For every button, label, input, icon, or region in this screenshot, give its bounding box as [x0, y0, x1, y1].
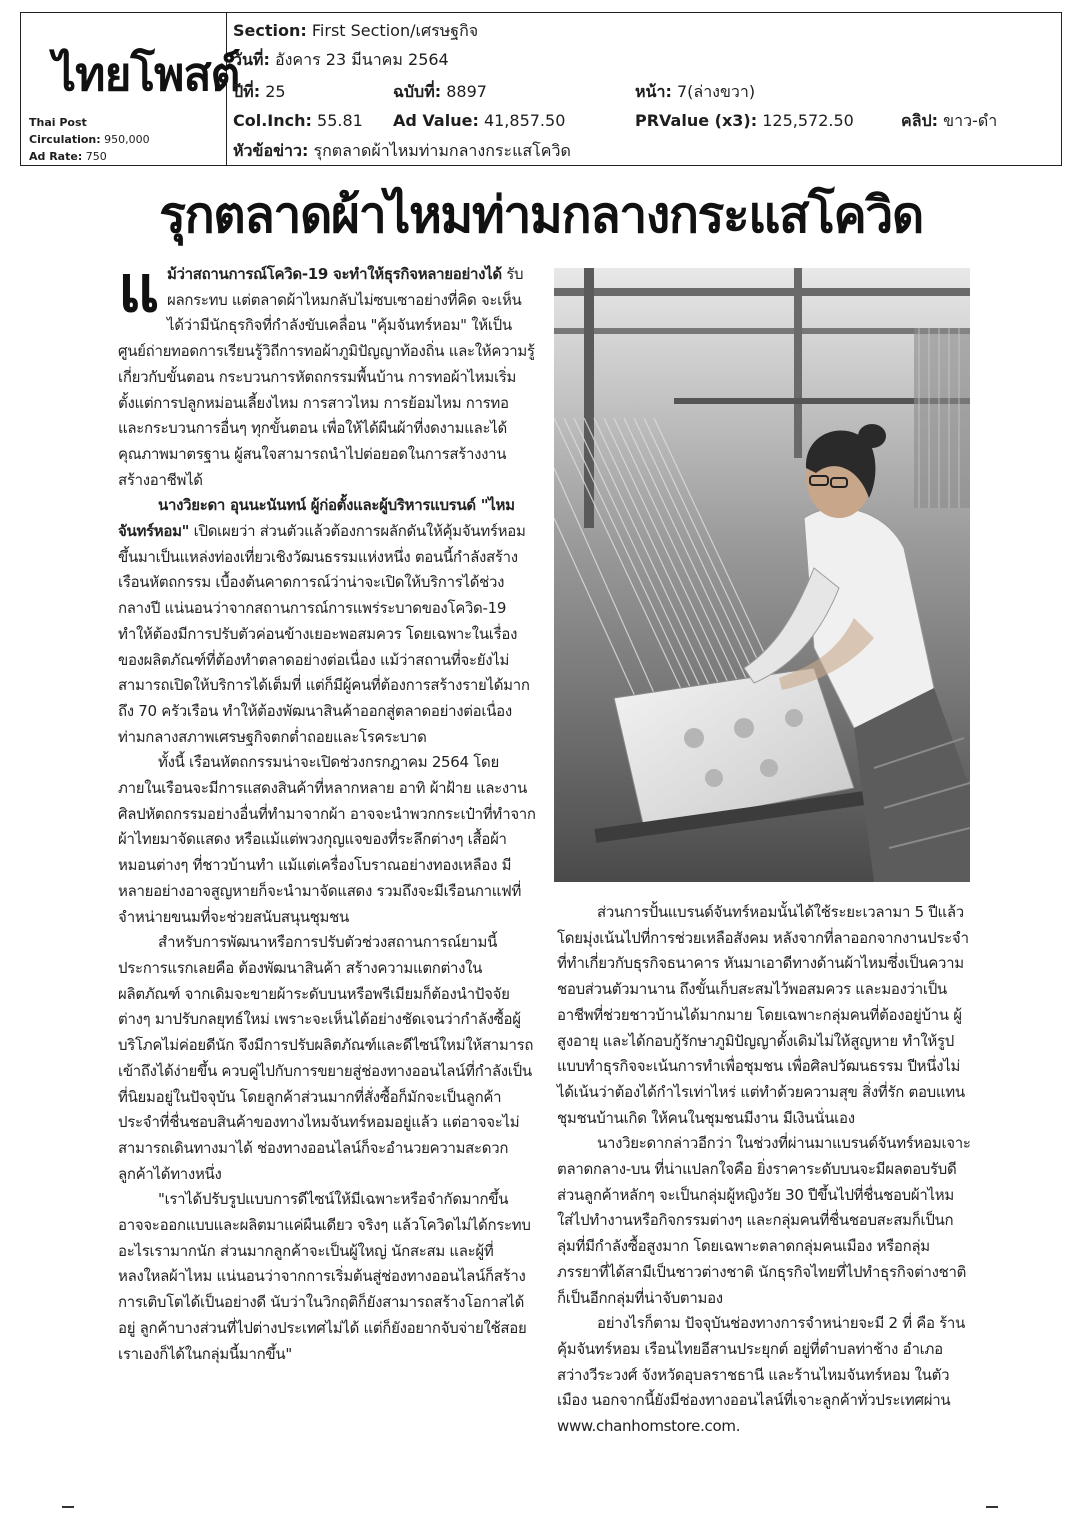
- paragraph-8: อย่างไรก็ตาม ปัจจุบันช่องทางการจำหน่ายจะมี 2 ที่ คือ ร้านคุ้มจันทร์หอม เรือนไทยอีสานประยุกต์ อยู่ที่ตำบลท่าช้าง อำเภอสว่างวีระวงศ์ จังหวัดอุบลราชธานี และร้านไหมจันทร์หอม ในตัวเมือง นอกจากนี้ยังมีช่องทางออนไลน์ที่เจาะลูกค้าทั่วประเทศผ่าน www.chanhomstore.com.: [557, 1314, 966, 1436]
- paragraph-1: [118, 253, 536, 493]
- meta-issue: ฉบับที่: 8897: [393, 82, 487, 101]
- meta-colinch: Col.Inch: 55.81: [233, 111, 363, 130]
- drop-cap: แ: [118, 253, 159, 327]
- meta-clip: คลิป: ขาว-ดำ: [901, 111, 998, 130]
- publication-name: Thai Post: [29, 116, 87, 129]
- paragraph-7: นางวิยะดากล่าวอีกว่า ในช่วงที่ผ่านมาแบรนด์จันทร์หอมเจาะตลาดกลาง-บน ที่น่าแปลกใจคือ ยิ่งราคาระดับบนจะมีผลตอบรับดี ส่วนลูกค้าหลักๆ จะเป็นกลุ่มผู้หญิงวัย 30 ปีขึ้นไปที่ชื่นชอบผ้าไหม ใส่ไปทำงานหรือกิจกรรมต่างๆ และกลุ่มคนที่ชื่นชอบสะสมก็เป็นกลุ่มที่มีกำลังซื้อสูงมาก โดยเฉพาะตลาดกลุ่มคนเมือง หรือกลุ่มภรรยาที่ได้สามีเป็นชาวต่างชาติ นักธุรกิจไทยที่ไปทำธุรกิจต่างชาติก็เป็นอีกกลุ่มที่น่าจับตามอง: [557, 1134, 971, 1307]
- crop-mark-left: [62, 1506, 74, 1508]
- article-headline: รุกตลาดผ้าไหมท่ามกลางกระแสโควิด: [159, 186, 923, 244]
- lead-text: ม้ว่าสถานการณ์โควิด-19 จะทำให้ธุรกิจหลายอย่างได้: [166, 265, 502, 283]
- paragraph-4: สำหรับการพัฒนาหรือการปรับตัวช่วงสถานการณ์ยามนี้ ประการแรกเลยคือ ต้องพัฒนาสินค้า สร้างความแตกต่างในผลิตภัณฑ์ จากเดิมจะขายผ้าระดับบนหรือพรีเมียมก็ต้องนำปัจจัยต่างๆ มาปรับกลยุทธ์ใหม่ เพราะจะเห็นได้อย่างชัดเจนว่ากำลังซื้อผู้บริโภคไม่ค่อยดีนัก จึงมีการปรับผลิตภัณฑ์และดีไซน์ใหม่ให้สามารถเข้าถึงได้ง่ายขึ้น ควบคู่ไปกับการขยายสู่ช่องทางออนไลน์ที่กำลังเป็นที่นิยมอยู่ในปัจจุบัน โดยลูกค้าส่วนมากที่สั่งซื้อก็มักจะเป็นลูกค้าประจำที่ชื่นชอบสินค้าของทางไหมจันทร์หอมอยู่แล้ว แต่อาจจะไม่สามารถเดินทางมาได้ ช่องทางออนไลน์ก็จะอำนวยความสะดวกลูกค้าได้ทางหนึ่ง: [118, 933, 534, 1183]
- founder-name: นางวิยะดา อุนนะนันทน์ ผู้ก่อตั้งและผู้บริหารแบรนด์ "ไหมจันทร์หอม": [118, 496, 515, 541]
- crop-mark-right: [986, 1506, 998, 1508]
- meta-headline: หัวข้อข่าว: รุกตลาดผ้าไหมท่ามกลางกระแสโควิด: [233, 141, 571, 160]
- ad-rate: Ad Rate: 750: [29, 150, 107, 163]
- circulation: Circulation: 950,000: [29, 133, 150, 146]
- meta-section: Section: First Section/เศรษฐกิจ: [233, 21, 479, 40]
- article-right-column: [557, 900, 971, 1440]
- paragraph-3: ทั้งนี้ เรือนหัตถกรรมน่าจะเปิดช่วงกรกฎาคม 2564 โดยภายในเรือนจะมีการแสดงสินค้าที่หลากหลาย อาทิ ผ้าฝ้าย และงานศิลปหัตถกรรมอย่างอื่นที่ทำมาจากผ้า อาจจะนำพวกกระเป๋าที่ทำจากผ้าไทยมาจัดแสดง หรือแม้แต่พวงกุญแจของที่ระลึกต่างๆ เสื้อผ้า หมอนต่างๆ ที่ชาวบ้านทำ แม้แต่เครื่องโบราณอย่างทองเหลือง มีหลายอย่างอาจสูญหายก็จะนำมาจัดแสดง รวมถึงจะมีเรือนกาแฟที่จำหน่ายขนมที่จะช่วยสนับสนุนชุมชน: [118, 753, 536, 926]
- article-left-column: [118, 253, 536, 1367]
- meta-date: วันที่: อังคาร 23 มีนาคม 2564: [233, 50, 449, 69]
- weaver-photo: [554, 268, 970, 882]
- paragraph-2: [118, 493, 536, 750]
- meta-year: ปีที่: 25: [233, 82, 286, 101]
- paragraph-5: "เราได้ปรับรูปแบบการดีไซน์ให้มีเฉพาะหรือจำกัดมากขึ้น อาจจะออกแบบและผลิตมาแค่ผืนเดียว จริงๆ แล้วโควิดไม่ได้กระทบอะไรเรามากนัก ส่วนมากลูกค้าจะเป็นผู้ใหญ่ นักสะสม และผู้ที่หลงใหลผ้าไหม แน่นอนว่าจากการเริ่มต้นสู่ช่องทางออนไลน์ก็สร้างการเติบโตได้เป็นอย่างดี นับว่าในวิกฤติก็ยังสามารถสร้างโอกาสได้อยู่ ลูกค้าบางส่วนที่ไปต่างประเทศไม่ได้ แต่ก็ยังอยากจับจ่ายใช้สอย เราเองก็ได้ในกลุ่มนี้มากขึ้น": [118, 1190, 531, 1363]
- newspaper-logo: ไทยโพสต์: [53, 47, 240, 101]
- weaver-photo-illustration: [554, 268, 970, 882]
- meta-page: หน้า: 7(ล่างขวา): [635, 82, 756, 101]
- paragraph-1-text: รับผลกระทบ แต่ตลาดผ้าไหมกลับไม่ซบเซาอย่างที่คิด จะเห็นได้ว่ามีนักธุรกิจที่กำลังขับเคลื่อน "คุ้มจันทร์หอม" ให้เป็นศูนย์ถ่ายทอดการเรียนรู้วิถีการทอผ้าภูมิปัญญาท้องถิ่น และให้ความรู้เกี่ยวกับขั้นตอน กระบวนการหัตถกรรมพื้นบ้าน การทอผ้าไหมเริ่มตั้งแต่การปลูกหม่อนเลี้ยงไหม การสาวไหม การย้อมไหม การทอ และกระบวนการอื่นๆ ทุกขั้นตอน เพื่อให้ได้ผืนผ้าที่งดงามและได้คุณภาพมาตรฐาน ผู้สนใจสามารถนำไปต่อยอดในการสร้างงาน สร้างอาชีพได้: [118, 265, 535, 489]
- paragraph-2-text: เปิดเผยว่า ส่วนตัวแล้วต้องการผลักดันให้คุ้มจันทร์หอมขึ้นมาเป็นแหล่งท่องเที่ยวเชิงวัฒนธรรมแห่งหนึ่ง ตอนนี้กำลังสร้างเรือนหัตถกรรม เบื้องต้นคาดการณ์ว่าน่าจะเปิดให้บริการได้ช่วงกลางปี แน่นอนว่าจากสถานการณ์การแพร่ระบาดของโควิด-19 ทำให้ต้องมีการปรับตัวค่อนข้างเยอะพอสมควร โดยเฉพาะในเรื่องของผลิตภัณฑ์ที่ต้องทำตลาดอย่างต่อเนื่อง แม้ว่าสถานที่จะยังไม่สามารถเปิดให้บริการได้เต็มที่ แต่ก็มีผู้คนที่ต้องการสร้างรายได้มากถึง 70 ครัวเรือน ทำให้ต้องพัฒนาสินค้าออกสู่ตลาดอย่างต่อเนื่อง ท่ามกลางสภาพเศรษฐกิจตกต่ำถอยและโรคระบาด: [118, 522, 530, 746]
- meta-prvalue: PRValue (x3): 125,572.50: [635, 111, 854, 130]
- paragraph-6: ส่วนการปั้นแบรนด์จันทร์หอมนั้นได้ใช้ระยะเวลามา 5 ปีแล้ว โดยมุ่งเน้นไปที่การช่วยเหลือสังคม หลังจากที่ลาออกจากงานประจำที่ทำเกี่ยวกับธุรกิจธนาคาร หันมาเอาดีทางด้านผ้าไหมซึ่งเป็นความชอบส่วนตัวมานาน ถึงขั้นเก็บสะสมไว้พอสมควร และมองว่าเป็นอาชีพที่ช่วยชาวบ้านได้มากมาย โดยเฉพาะกลุ่มคนที่ต้องอยู่บ้าน ผู้สูงอายุ และได้กอบกู้รักษาภูมิปัญญาดั้งเดิมไม่ให้สูญหาย ทำให้รูปแบบทำธุรกิจจะเน้นการทำเพื่อชุมชน เพื่อศิลปวัฒนธรรม ปีหนึ่งไม่ได้เน้นว่าต้องได้กำไรเท่าไหร่ แต่ทำด้วยความสุข สิ่งที่รัก ตอบแทนชุมชนบ้านเกิด ให้คนในชุมชนมีงาน มีเงินนั่นเอง: [557, 903, 969, 1127]
- clipping-header: [20, 12, 1062, 166]
- meta-advalue: Ad Value: 41,857.50: [393, 111, 566, 130]
